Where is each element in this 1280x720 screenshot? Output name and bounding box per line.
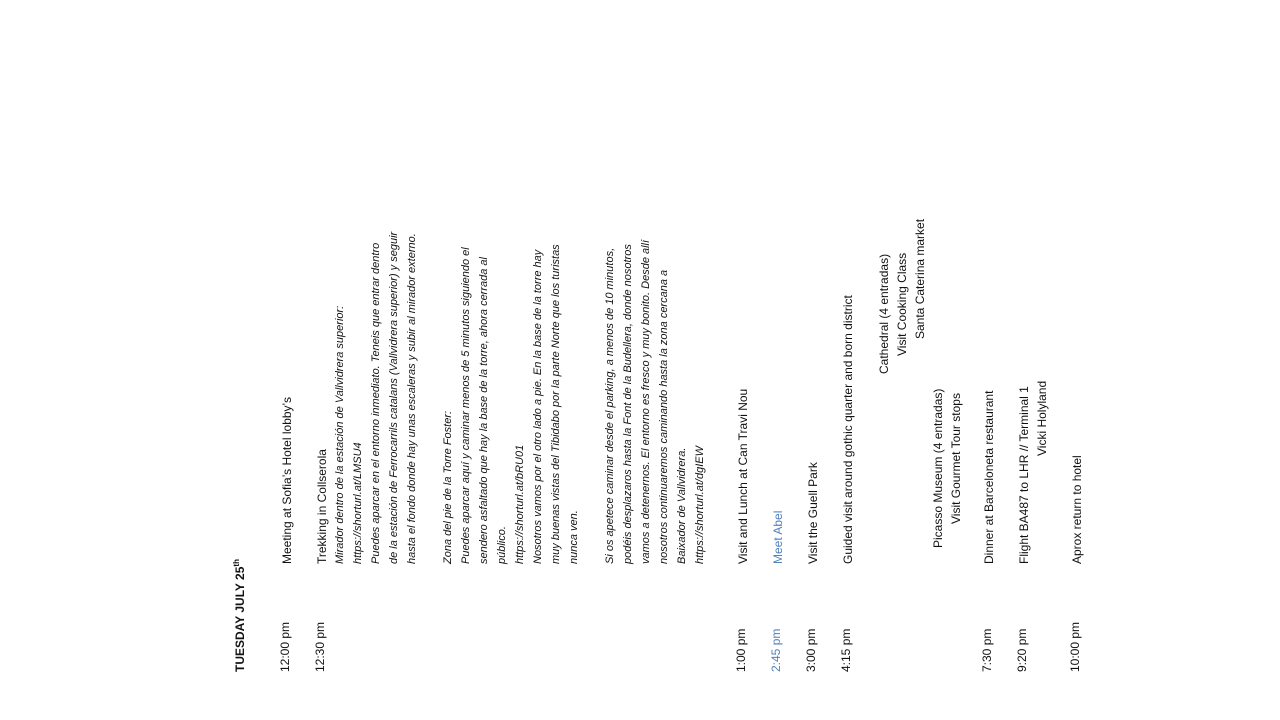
entry-dinner [980, 391, 998, 564]
guided-visit-title: Guided visit around gothic quarter and born district [841, 295, 855, 564]
time-1200: 12:00 pm [278, 621, 292, 672]
spacer [583, 232, 601, 564]
entry-trekking [313, 232, 709, 564]
entry-guided-visit [839, 219, 965, 564]
guided-visit-item: Visit Cooking Class [895, 252, 909, 356]
entry-dinner-text: Dinner at Barceloneta restaurant [982, 390, 996, 564]
time-1445: 2:45 pm [769, 628, 783, 672]
trekking-note: Puedes aparcar aquí y caminar menos de 5 minutos siguiendo el [460, 247, 472, 564]
trekking-link[interactable]: https://shorturl.at/dgIEW [694, 446, 706, 564]
spacer [857, 219, 875, 564]
trekking-note: Si os apetece caminar desde el parking, a menos de 10 minutos, [604, 247, 616, 564]
trekking-note: Baixador de Vallvidrera. [676, 447, 688, 564]
trekking-note: Mirador dentro de la estación de Vallvidrera superior: [334, 305, 346, 564]
entry-guell-park [804, 462, 822, 564]
entry-guell-park-text: Visit the Guell Park [806, 462, 820, 564]
day-title-text: TUESDAY JULY 25 [233, 566, 247, 672]
trekking-note: nosotros continuaremos caminando hasta la zona cercana a [658, 269, 670, 564]
trekking-note: Nosotros vamos por el otro lado a pie. En la base de la torre hay [532, 249, 544, 564]
trekking-title: Trekking in Collserola [315, 449, 329, 564]
guided-visit-item: Cathedral (4 entradas) [877, 253, 891, 374]
entry-return-text: Aprox return to hotel [1070, 455, 1084, 564]
guided-visit-item: Visit Gourmet Tour stops [949, 393, 963, 524]
trekking-note: muy buenas vistas del Tibidabo por la parte Norte que los turistas [550, 244, 562, 564]
entry-meeting-text: Meeting at Sofia’s Hotel lobby’s [280, 397, 294, 564]
entry-meet-abel [769, 511, 787, 564]
trekking-link[interactable]: https://shorturl.at/LMSU4 [352, 442, 364, 564]
time-2200: 10:00 pm [1068, 621, 1082, 672]
trekking-note: público. [496, 526, 508, 564]
trekking-note: vamos a detenernos. El entorno es fresco y muy bonito. Desde allí [640, 239, 652, 564]
time-1615: 4:15 pm [839, 628, 853, 672]
day-title-suffix: th [232, 559, 241, 567]
trekking-note: sendero asfaltado que hay la base de la torre, ahora cerrada al [478, 257, 490, 564]
day-title [232, 559, 247, 672]
entry-return [1068, 455, 1086, 564]
spacer [421, 232, 439, 564]
trekking-note: Puedes aparcar en el entorno inmediato. Teneis que entrar dentro [370, 242, 382, 564]
entry-lunch-text: Visit and Lunch at Can Travi Nou [736, 388, 750, 564]
trekking-note: Zona del pie de la Torre Foster: [442, 410, 454, 564]
trekking-note: hasta el fondo donde hay unas escaleras y subir al mirador externo. [406, 233, 418, 564]
time-1300: 1:00 pm [734, 628, 748, 672]
guided-visit-item: Picasso Museum (4 entradas) [931, 388, 945, 548]
flight-contact: Vicki Holyland [1035, 380, 1049, 456]
itinerary-document [228, 112, 1128, 672]
guided-visit-item: Santa Caterina market [913, 218, 927, 339]
trekking-note: nunca ven. [568, 510, 580, 564]
entry-meet-abel-text: Meet Abel [771, 510, 785, 564]
time-2120: 9:20 pm [1015, 628, 1029, 672]
entry-lunch [734, 389, 752, 564]
trekking-note: podéis desplazaros hasta la Font de la Budellera, donde nosotros [622, 244, 634, 564]
entry-flight [1015, 381, 1051, 564]
time-1930: 7:30 pm [980, 628, 994, 672]
trekking-note: de la estación de Ferrocarrils catalans (Vallvidrera superior) y seguir [388, 231, 400, 564]
time-1500: 3:00 pm [804, 628, 818, 672]
entry-meeting [278, 397, 296, 564]
trekking-link[interactable]: https://shorturl.at/bRU01 [514, 444, 526, 564]
flight-details: Flight BA487 to LHR // Terminal 1 [1017, 386, 1031, 564]
time-1230: 12:30 pm [313, 621, 327, 672]
